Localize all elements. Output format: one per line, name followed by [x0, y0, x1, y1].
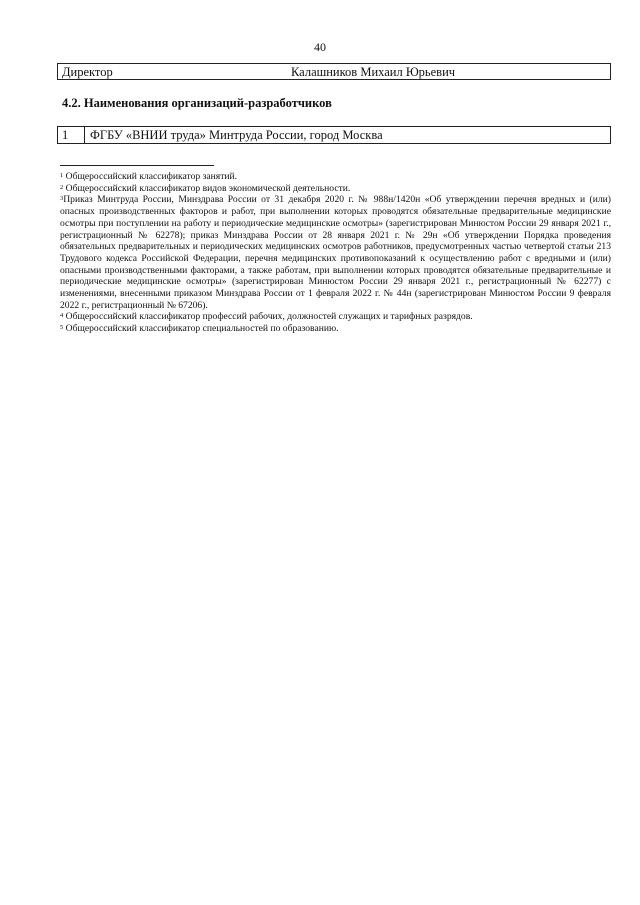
footnote-text: Общероссийский классификатор специальностей по образованию.: [65, 323, 339, 335]
footnotes: [60, 171, 611, 335]
footnote-1: [60, 171, 611, 183]
footnote-mark: 1: [60, 172, 64, 179]
column-divider: [84, 127, 85, 143]
org-row-name: ФГБУ «ВНИИ труда» Минтруда России, город Москва: [90, 128, 383, 142]
footnote-4: [60, 311, 611, 323]
footnote-3: [60, 194, 611, 311]
footnote-5: [60, 323, 611, 335]
footnote-mark: 3: [60, 195, 64, 203]
section-heading: 4.2. Наименования организаций-разработчиков: [62, 96, 332, 110]
organizations-table: [57, 126, 611, 144]
footnote-text: Общероссийский классификатор занятий.: [65, 171, 238, 182]
footnote-mark: 4: [60, 312, 64, 320]
footnote-2: [60, 183, 611, 195]
footnote-text: Общероссийский классификатор профессий рабочих, должностей служащих и тарифных разрядов.: [65, 311, 473, 323]
page-number: 40: [314, 40, 326, 54]
footnote-mark: 5: [60, 324, 64, 332]
org-row-number: 1: [62, 128, 69, 142]
signatory-role: Директор: [62, 65, 113, 79]
signatory-name: Калашников Михаил Юрьевич: [291, 65, 456, 79]
footnote-text: Общероссийский классификатор видов экономической деятельности.: [65, 182, 351, 194]
footnote-mark: 2: [60, 183, 64, 191]
signature-table: [57, 63, 611, 80]
footnote-separator: [60, 165, 214, 166]
footnote-text: Приказ Минтруда России, Минздрава России от 31 декабря 2020 г. № 988н/1420н «Об утверждении перечня вредных и (или) опасных производственных факторов и работ, при выполнении которых проводятся обязательные предварительные медицинские осмотры при поступлении на работу и периодические медицинские осмотры» (зарегистрирован Минюстом России 29 января 2021 г., регистрационный № 62278); приказ Минздрава России от 28 января 2021 г. № 29н «Об утверждении Порядка проведения обязательных предварительных и периодических медицинских осмотров работников, предусмотренных частью четвертой статьи 213 Трудового кодекса Российской Федерации, перечня медицинских противопоказаний к осуществлению работ с вредными и (или) опасными производственными факторами, а также работам, при выполнении которых проводятся обязательные предварительные и периодические медицинские осмотры» (зарегистрирован Минюстом России 29 января 2021 г., регистрационный № 62277) с изменениями, внесенными приказом Минздрава России от 1 февраля 2022 г. № 44н (зарегистрирован Минюстом России 9 февраля 2022 г., регистрационный № 67206).: [60, 194, 611, 311]
